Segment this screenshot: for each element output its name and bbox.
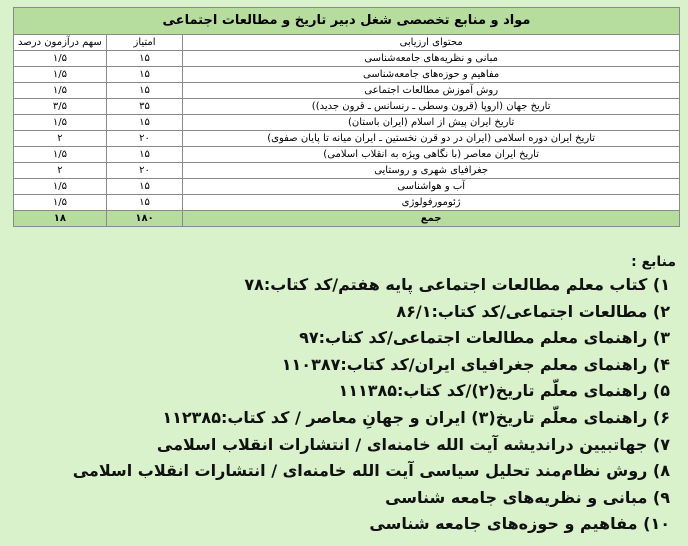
total-label: جمع (183, 211, 680, 227)
list-item: ۴) راهنمای معلم جغرافیای ایران/کد کتاب:۱۱۰۳۸۷ (281, 354, 670, 374)
row-topic: مبانی و نظریه‌های جامعه‌شناسی (183, 51, 680, 67)
header-topic: محتوای ارزیابی (183, 35, 680, 51)
row-topic: تاریخ ایران معاصر (با نگاهی ویژه به انقلاب اسلامی) (183, 147, 680, 163)
row-points: ۳۵ (106, 99, 183, 115)
row-topic: تاریخ ایران پیش از اسلام (ایران باستان) (183, 115, 680, 131)
table-total-row (14, 211, 680, 227)
table-row (14, 51, 680, 67)
row-topic: تاریخ ایران دوره اسلامی (ایران در دو قرن نخستین ـ ایران میانه تا پایان صفوی) (183, 131, 680, 147)
table-row (14, 195, 680, 211)
row-share: ۱/۵ (14, 67, 107, 83)
header-share: سهم درآزمون درصد (14, 35, 107, 51)
row-topic: جغرافیای شهری و روستایی (183, 163, 680, 179)
row-share: ۲ (14, 163, 107, 179)
row-points: ۲۰ (106, 163, 183, 179)
row-points: ۱۵ (106, 147, 183, 163)
table-header-row (14, 35, 680, 51)
table-row (14, 179, 680, 195)
header-points: امتیاز (106, 35, 183, 51)
row-share: ۱/۵ (14, 179, 107, 195)
row-share: ۱/۵ (14, 195, 107, 211)
row-points: ۱۵ (106, 195, 183, 211)
row-points: ۲۰ (106, 131, 183, 147)
sources-list (16, 252, 676, 538)
row-share: ۱/۵ (14, 51, 107, 67)
row-points: ۱۵ (106, 115, 183, 131)
row-points: ۱۵ (106, 83, 183, 99)
row-share: ۳/۵ (14, 99, 107, 115)
syllabus-table (13, 7, 680, 227)
row-topic: تاریخ جهان (اروپا (قرون وسطی ـ رنسانس ـ قرون جدید)) (183, 99, 680, 115)
row-share: ۱/۵ (14, 83, 107, 99)
row-topic: مفاهیم و حوزه‌های جامعه‌شناسی (183, 67, 680, 83)
list-item: ۶) راهنمای معلّم تاریخ(۳) ایران و جهانِ معاصر / کد کتاب:۱۱۲۳۸۵ (162, 407, 670, 427)
total-share: ۱۸ (14, 211, 107, 227)
row-share: ۲ (14, 131, 107, 147)
sources-title: منابع : (631, 254, 676, 270)
table-row (14, 131, 680, 147)
row-topic: روش آموزش مطالعات اجتماعی (183, 83, 680, 99)
table-row (14, 83, 680, 99)
list-item: ۹) مبانی و نظریه‌های جامعه شناسی (385, 487, 670, 507)
table-title: مواد و منابع تخصصی شغل دبیر تاریخ و مطالعات اجتماعی (14, 8, 680, 35)
row-share: ۱/۵ (14, 115, 107, 131)
total-points: ۱۸۰ (106, 211, 183, 227)
list-item: ۷) جهاتبیین دراندیشه آیت الله خامنه‌ای / انتشارات انقلاب اسلامی (156, 434, 670, 454)
list-item: ۳) راهنمای معلم مطالعات اجتماعی/کد کتاب:۹۷ (299, 328, 670, 348)
list-item: ۱) کتاب معلم مطالعات اجتماعی پایه هفتم/کد کتاب:۷۸ (244, 275, 670, 294)
list-item: ۲) مطالعات اجتماعی/کد کتاب:۸۶/۱ (396, 301, 670, 321)
row-share: ۱/۵ (14, 147, 107, 163)
table-row (14, 163, 680, 179)
table-row (14, 99, 680, 115)
list-item: ۱۰) مفاهیم و حوزه‌های جامعه شناسی (369, 514, 670, 534)
row-topic: ژئومورفولوژی (183, 195, 680, 211)
list-item: ۸) روش نظام‌مند تحلیل سیاسی آیت الله خامنه‌ای / انتشارات انقلاب اسلامی (72, 461, 670, 481)
table-row (14, 115, 680, 131)
row-points: ۱۵ (106, 179, 183, 195)
row-topic: آب و هواشناسی (183, 179, 680, 195)
table-row (14, 67, 680, 83)
table-row (14, 147, 680, 163)
list-item: ۵) راهنمای معلّم تاریخ(۲)/کد کتاب:۱۱۱۳۸۵ (338, 381, 670, 401)
row-points: ۱۵ (106, 67, 183, 83)
row-points: ۱۵ (106, 51, 183, 67)
table-title-row (14, 8, 680, 35)
